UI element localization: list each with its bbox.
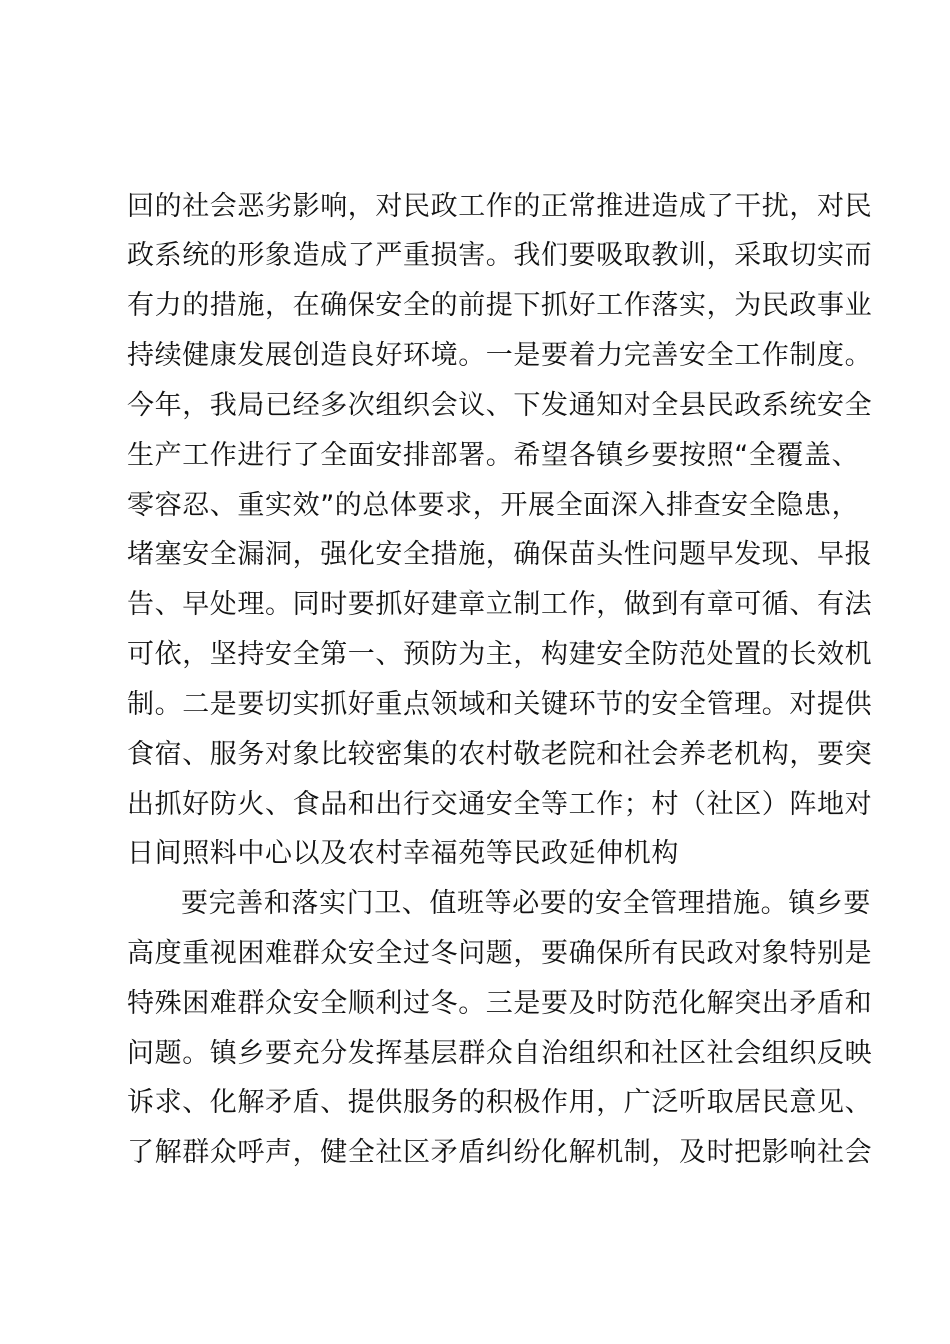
text-line: 告、早处理。同时要抓好建章立制工作，做到有章可循、有法 (127, 589, 873, 620)
text-line: 政系统的形象造成了严重损害。我们要吸取教训，采取切实而 (127, 240, 873, 271)
text-line: 制。二是要切实抓好重点领域和关键环节的安全管理。对提供 (127, 689, 873, 720)
text-line: 诉求、化解矛盾、提供服务的积极作用，广泛听取居民意见、 (127, 1087, 873, 1118)
text-line: 了解群众呼声，健全社区矛盾纠纷化解机制，及时把影响社会 (127, 1137, 873, 1168)
text-line: 问题。镇乡要充分发挥基层群众自治组织和社区社会组织反映 (127, 1038, 873, 1069)
text-line: 回的社会恶劣影响，对民政工作的正常推进造成了干扰，对民 (127, 191, 873, 222)
text-line: 堵塞安全漏洞，强化安全措施，确保苗头性问题早发现、早报 (127, 539, 873, 570)
text-line: 持续健康发展创造良好环境。一是要着力完善安全工作制度。 (127, 340, 873, 371)
text-line: 有力的措施，在确保安全的前提下抓好工作落实，为民政事业 (127, 290, 873, 321)
text-line: 零容忍、重实效”的总体要求，开展全面深入排查安全隐患， (127, 490, 860, 521)
text-line: 高度重视困难群众安全过冬问题，要确保所有民政对象特别是 (127, 938, 873, 969)
text-line: 食宿、服务对象比较密集的农村敬老院和社会养老机构，要突 (127, 739, 873, 770)
paragraph-first-line: 要完善和落实门卫、值班等必要的安全管理措施。镇乡要 (181, 888, 871, 919)
text-line: 今年，我局已经多次组织会议、下发通知对全县民政系统安全 (127, 390, 873, 421)
text-line: 可依，坚持安全第一、预防为主，构建安全防范处置的长效机 (127, 639, 873, 670)
text-line: 日间照料中心以及农村幸福苑等民政延伸机构 (127, 838, 679, 869)
text-line: 出抓好防火、食品和出行交通安全等工作；村（社区）阵地对 (127, 789, 873, 820)
text-line: 生产工作进行了全面安排部署。希望各镇乡要按照“全覆盖、 (127, 440, 860, 471)
text-line: 特殊困难群众安全顺利过冬。三是要及时防范化解突出矛盾和 (127, 988, 873, 1019)
